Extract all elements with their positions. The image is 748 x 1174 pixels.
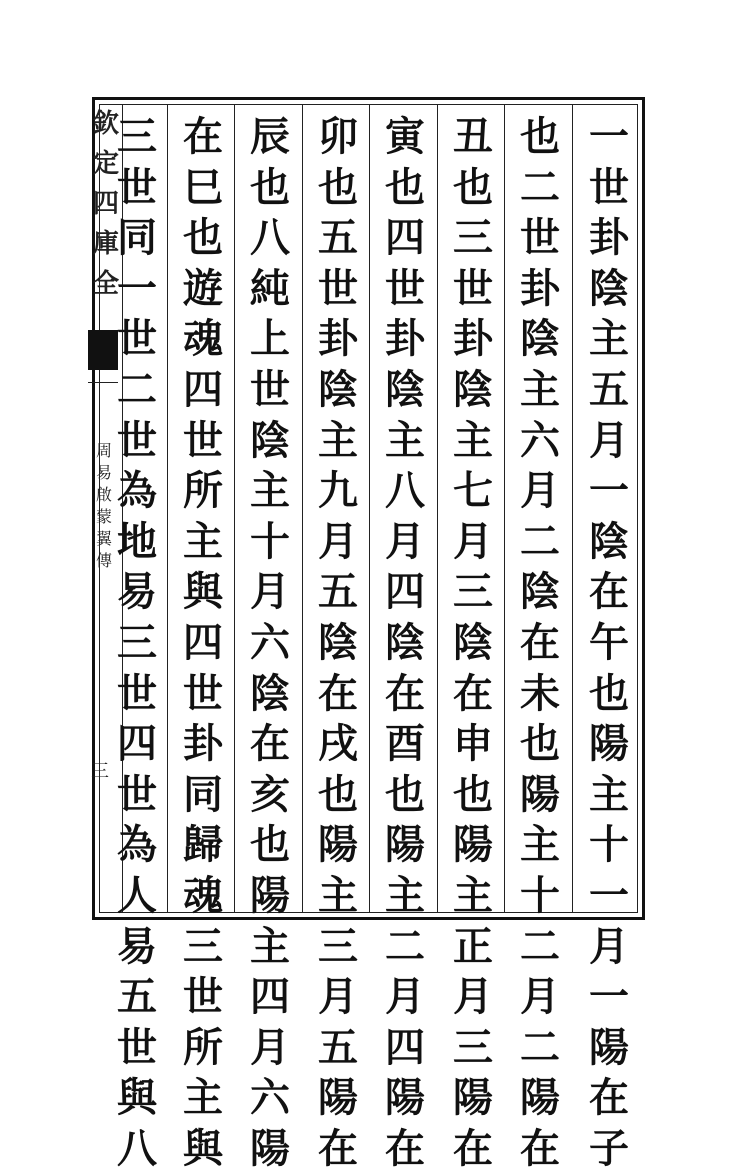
text-character: 遊 (183, 264, 223, 312)
text-character: 一 (117, 264, 157, 312)
text-character: 七 (453, 467, 493, 515)
text-character: 陰 (520, 315, 560, 363)
text-character: 也 (250, 821, 290, 869)
text-character: 四 (385, 568, 425, 616)
text-character: 在 (183, 113, 223, 160)
text-character: 也 (520, 113, 560, 160)
text-character: 二 (117, 365, 157, 413)
text-character: 八 (117, 1124, 157, 1172)
text-character: 世 (318, 264, 358, 312)
text-column (104, 112, 170, 1172)
text-character: 巳 (183, 163, 223, 211)
text-character: 世 (117, 770, 157, 818)
text-character: 在 (318, 1124, 358, 1172)
text-character: 月 (318, 517, 358, 565)
text-character: 世 (520, 214, 560, 262)
text-character: 二 (520, 922, 560, 970)
text-character: 四 (250, 973, 290, 1021)
text-character: 陽 (520, 770, 560, 818)
text-character: 未 (520, 669, 560, 717)
text-character: 主 (385, 871, 425, 919)
text-character: 月 (250, 1023, 290, 1071)
text-character: 二 (520, 517, 560, 565)
text-character: 卦 (183, 720, 223, 768)
text-character: 世 (589, 163, 629, 211)
text-character: 純 (250, 264, 290, 312)
text-character: 在 (589, 1074, 629, 1122)
text-character: 一 (589, 871, 629, 919)
text-character: 也 (385, 770, 425, 818)
text-character: 十 (250, 517, 290, 565)
text-character: 為 (117, 467, 157, 515)
text-character: 陽 (385, 1074, 425, 1122)
page-number-char: 三 (91, 761, 109, 782)
text-character: 主 (453, 416, 493, 464)
text-character: 月 (453, 973, 493, 1021)
text-character: 卦 (318, 315, 358, 363)
text-character: 魂 (183, 871, 223, 919)
text-character: 三 (453, 568, 493, 616)
text-character: 主 (183, 1074, 223, 1122)
text-character: 易 (117, 922, 157, 970)
fold-subtitle-char: 周 (95, 441, 112, 460)
text-character: 主 (589, 770, 629, 818)
text-character: 也 (453, 770, 493, 818)
text-character: 世 (183, 973, 223, 1021)
text-character: 也 (183, 214, 223, 262)
text-character: 卦 (520, 264, 560, 312)
text-character: 也 (589, 669, 629, 717)
text-character: 陽 (385, 821, 425, 869)
text-character: 陽 (520, 1074, 560, 1122)
text-character: 十 (589, 821, 629, 869)
text-character: 陰 (385, 365, 425, 413)
text-character: 四 (385, 214, 425, 262)
text-column (170, 112, 236, 1172)
text-character: 在 (318, 669, 358, 717)
text-character: 陰 (250, 416, 290, 464)
text-character: 四 (183, 618, 223, 666)
text-character: 陽 (589, 1023, 629, 1071)
text-character: 月 (385, 517, 425, 565)
fold-subtitle-char: 啟 (95, 485, 112, 504)
text-character: 六 (520, 416, 560, 464)
text-character: 主 (385, 416, 425, 464)
text-column (440, 112, 506, 1172)
text-character: 在 (520, 618, 560, 666)
text-character: 世 (117, 1023, 157, 1071)
text-character: 一 (589, 973, 629, 1021)
text-character: 世 (117, 416, 157, 464)
text-character: 子 (589, 1124, 629, 1172)
text-character: 在 (385, 669, 425, 717)
text-character: 陰 (453, 618, 493, 666)
text-character: 陰 (589, 264, 629, 312)
text-character: 易 (117, 568, 157, 616)
text-character: 也 (385, 163, 425, 211)
text-column (237, 112, 303, 1172)
text-character: 同 (183, 770, 223, 818)
text-character: 也 (318, 770, 358, 818)
text-character: 陰 (385, 618, 425, 666)
text-character: 在 (520, 1124, 560, 1172)
text-character: 二 (520, 1023, 560, 1071)
text-character: 主 (520, 821, 560, 869)
text-character: 申 (453, 720, 493, 768)
text-character: 世 (183, 416, 223, 464)
text-character: 五 (318, 568, 358, 616)
text-character: 四 (117, 720, 157, 768)
text-character: 世 (117, 163, 157, 211)
text-character: 陰 (520, 568, 560, 616)
text-character: 也 (453, 163, 493, 211)
text-character: 三 (453, 214, 493, 262)
text-character: 酉 (385, 720, 425, 768)
text-character: 午 (589, 618, 629, 666)
text-character: 一 (589, 467, 629, 515)
text-character: 寅 (385, 113, 425, 160)
text-character: 也 (318, 163, 358, 211)
text-character: 卯 (318, 113, 358, 160)
text-character: 三 (183, 922, 223, 970)
text-character: 與 (117, 1074, 157, 1122)
text-character: 九 (318, 467, 358, 515)
text-character: 二 (385, 922, 425, 970)
text-column (507, 112, 573, 1172)
text-character: 世 (385, 264, 425, 312)
text-character: 陽 (250, 871, 290, 919)
text-character: 所 (183, 1023, 223, 1071)
text-character: 二 (520, 163, 560, 211)
text-character: 月 (520, 467, 560, 515)
text-character: 陽 (589, 720, 629, 768)
text-column (372, 112, 438, 1172)
text-character: 陰 (318, 618, 358, 666)
text-character: 主 (183, 517, 223, 565)
text-character: 世 (250, 365, 290, 413)
text-character: 世 (183, 669, 223, 717)
text-character: 主 (589, 315, 629, 363)
text-character: 也 (520, 720, 560, 768)
text-character: 同 (117, 214, 157, 262)
text-character: 亥 (250, 770, 290, 818)
text-character: 三 (117, 113, 157, 160)
text-character: 主 (453, 871, 493, 919)
fold-title-char: 四 (92, 189, 119, 219)
text-character: 卦 (589, 214, 629, 262)
text-character: 在 (385, 1124, 425, 1172)
text-character: 五 (318, 1023, 358, 1071)
fold-subtitle-char: 蒙 (95, 507, 112, 526)
text-character: 在 (250, 720, 290, 768)
text-character: 月 (589, 416, 629, 464)
text-character: 六 (250, 618, 290, 666)
text-character: 陽 (250, 1124, 290, 1172)
fold-subtitle-char: 翼 (95, 529, 112, 548)
text-character: 陰 (250, 669, 290, 717)
text-character: 魂 (183, 315, 223, 363)
text-character: 人 (117, 871, 157, 919)
text-character: 陰 (453, 365, 493, 413)
text-character: 十 (520, 871, 560, 919)
fold-title-char: 欽 (92, 109, 119, 139)
text-character: 六 (250, 1074, 290, 1122)
text-character: 主 (318, 871, 358, 919)
text-character: 地 (117, 517, 157, 565)
text-character: 戌 (318, 720, 358, 768)
text-character: 也 (250, 163, 290, 211)
text-character: 主 (250, 922, 290, 970)
text-character: 世 (117, 669, 157, 717)
text-character: 在 (453, 1124, 493, 1172)
text-character: 陽 (318, 821, 358, 869)
text-column (576, 112, 642, 1172)
text-character: 月 (589, 922, 629, 970)
text-character: 正 (453, 922, 493, 970)
text-character: 歸 (183, 821, 223, 869)
text-character: 月 (250, 568, 290, 616)
text-character: 世 (117, 315, 157, 363)
text-character: 陽 (453, 821, 493, 869)
text-character: 陽 (318, 1074, 358, 1122)
text-character: 三 (318, 922, 358, 970)
fold-subtitle-char: 易 (95, 463, 112, 482)
text-character: 一 (589, 113, 629, 160)
text-character: 辰 (250, 113, 290, 160)
text-character: 五 (589, 365, 629, 413)
text-character: 卦 (385, 315, 425, 363)
text-character: 與 (183, 568, 223, 616)
text-character: 八 (385, 467, 425, 515)
text-character: 五 (318, 214, 358, 262)
text-character: 五 (117, 973, 157, 1021)
text-character: 主 (318, 416, 358, 464)
text-character: 八 (250, 214, 290, 262)
text-character: 三 (117, 618, 157, 666)
text-column (305, 112, 371, 1172)
text-character: 陽 (453, 1074, 493, 1122)
text-character: 世 (453, 264, 493, 312)
text-character: 所 (183, 467, 223, 515)
text-character: 在 (589, 568, 629, 616)
text-character: 四 (183, 365, 223, 413)
text-character: 三 (453, 1023, 493, 1071)
text-character: 與 (183, 1124, 223, 1172)
fold-title-char: 全 (92, 269, 119, 299)
text-character: 在 (453, 669, 493, 717)
text-character: 月 (520, 973, 560, 1021)
text-character: 上 (250, 315, 290, 363)
text-character: 卦 (453, 315, 493, 363)
text-character: 丑 (453, 113, 493, 160)
text-character: 月 (318, 973, 358, 1021)
text-character: 陰 (318, 365, 358, 413)
fold-title-char: 庫 (92, 229, 119, 259)
text-character: 月 (385, 973, 425, 1021)
text-character: 主 (250, 467, 290, 515)
text-character: 陰 (589, 517, 629, 565)
text-character: 為 (117, 821, 157, 869)
text-character: 月 (453, 517, 493, 565)
text-character: 四 (385, 1023, 425, 1071)
text-character: 主 (520, 365, 560, 413)
fold-title-char: 定 (92, 149, 119, 179)
fold-subtitle-char: 傳 (95, 551, 112, 570)
